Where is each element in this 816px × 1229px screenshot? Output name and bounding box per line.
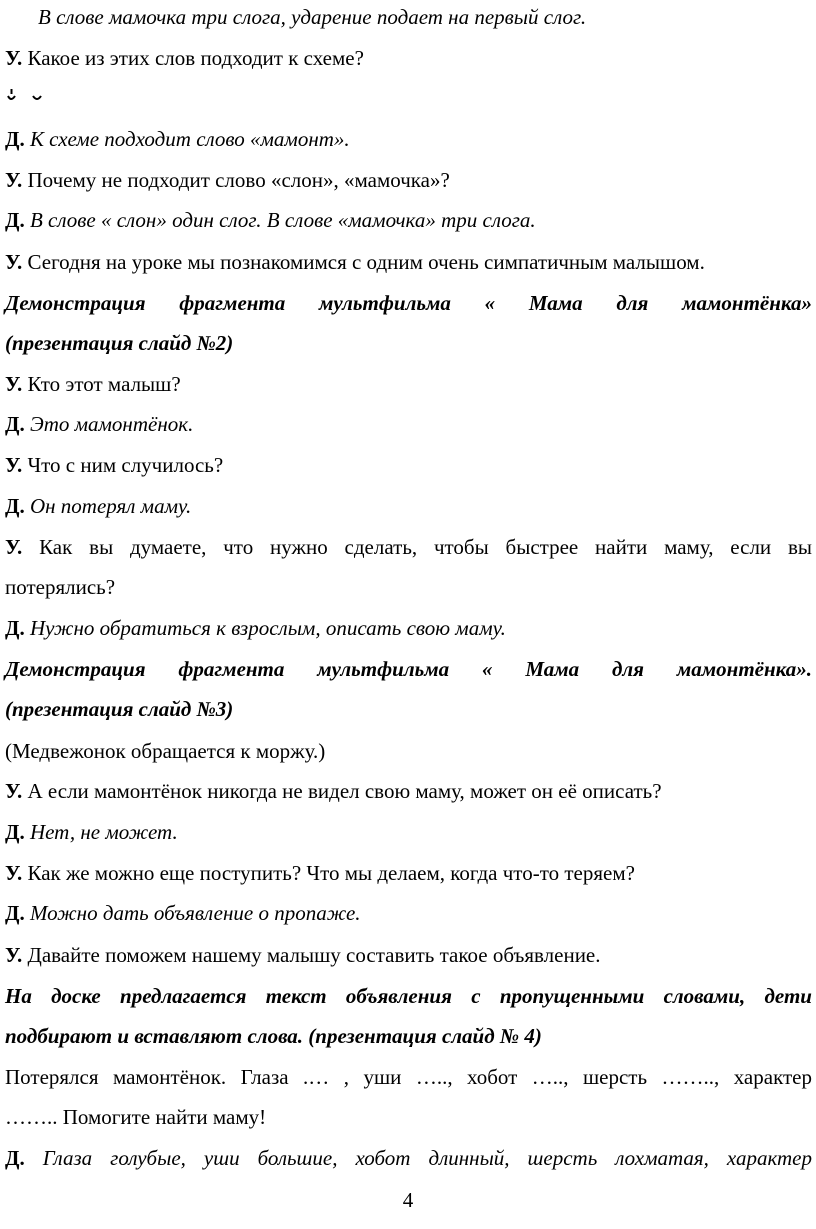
- teacher-line: [5, 370, 812, 398]
- line-text: Нет, не может.: [29, 820, 178, 844]
- stage-direction: [5, 695, 812, 723]
- speaker-label: Д.: [5, 494, 25, 518]
- stage-direction: [5, 982, 812, 1010]
- stage-direction: [5, 1022, 812, 1050]
- line-text: Как вы думаете, что нужно сделать, чтобы быстрее найти маму, если вы: [39, 535, 813, 559]
- line-text: потерялись?: [5, 575, 116, 599]
- line-text: (презентация слайд №3): [5, 697, 234, 721]
- line-text: Как же можно еще поступить? Что мы делаем, когда что-то теряем?: [27, 861, 635, 885]
- narration-line: [5, 737, 812, 765]
- line-text: Почему не подходит слово «слон», «мамочка»?: [27, 168, 450, 192]
- teacher-line: [5, 248, 812, 276]
- teacher-line: [5, 533, 812, 561]
- speaker-label: У.: [5, 453, 23, 477]
- line-text: Можно дать объявление о пропаже.: [29, 901, 361, 925]
- line-text: Глаза голубые, уши большие, хобот длинный, шерсть лохматая, характер: [42, 1146, 813, 1170]
- teacher-line: [5, 859, 812, 887]
- speaker-label: У.: [5, 250, 23, 274]
- teacher-line: [5, 941, 812, 969]
- line-text: Демонстрация фрагмента мультфильма « Мама для мамонтёнка»: [5, 291, 812, 315]
- speaker-label: У.: [5, 372, 23, 396]
- line-text: В слове « слон» один слог. В слове «мамочка» три слога.: [29, 208, 536, 232]
- teacher-line: [5, 451, 812, 479]
- stage-direction: [5, 655, 812, 683]
- speaker-label: Д.: [5, 901, 25, 925]
- stage-direction: [5, 329, 812, 357]
- announcement-text: [5, 1063, 812, 1091]
- line-text: Давайте поможем нашему малышу составить такое объявление.: [27, 943, 601, 967]
- stress-scheme-icon: [5, 88, 45, 108]
- teacher-line-continuation: [5, 573, 812, 601]
- line-text: Потерялся мамонтёнок. Глаза .… , уши ….., хобот ….., шерсть …….., характер: [5, 1065, 812, 1089]
- line-text: Это мамонтёнок.: [29, 412, 194, 436]
- student-line: [5, 125, 812, 153]
- line-text: Он потерял маму.: [29, 494, 192, 518]
- line-text: В слове мамочка три слога, ударение подает на первый слог.: [38, 5, 587, 29]
- line-text: Демонстрация фрагмента мультфильма « Мама для мамонтёнка».: [5, 657, 812, 681]
- intro-line: [38, 3, 812, 31]
- line-text: Какое из этих слов подходит к схеме?: [27, 46, 364, 70]
- speaker-label: У.: [5, 861, 23, 885]
- line-text: Кто этот малыш?: [27, 372, 181, 396]
- line-text: На доске предлагается текст объявления с пропущенными словами, дети: [5, 984, 812, 1008]
- speaker-label: У.: [5, 46, 23, 70]
- speaker-label: Д.: [5, 820, 25, 844]
- teacher-line: [5, 44, 812, 72]
- line-text: Нужно обратиться к взрослым, описать свою маму.: [29, 616, 506, 640]
- speaker-label: У.: [5, 535, 23, 559]
- speaker-label: Д.: [5, 616, 25, 640]
- student-line: [5, 1144, 812, 1172]
- speaker-label: У.: [5, 943, 23, 967]
- speaker-label: Д.: [5, 1146, 25, 1170]
- student-line: [5, 614, 812, 642]
- student-line: [5, 492, 812, 520]
- line-text: А если мамонтёнок никогда не видел свою маму, может он её описать?: [27, 779, 662, 803]
- student-line: [5, 410, 812, 438]
- announcement-text: [5, 1103, 812, 1131]
- speaker-label: У.: [5, 779, 23, 803]
- line-text: К схеме подходит слово «мамонт».: [29, 127, 350, 151]
- stage-direction: [5, 289, 812, 317]
- line-text: Сегодня на уроке мы познакомимся с одним очень симпатичным малышом.: [27, 250, 705, 274]
- speaker-label: Д.: [5, 127, 25, 151]
- student-line: [5, 206, 812, 234]
- speaker-label: Д.: [5, 208, 25, 232]
- speaker-label: Д.: [5, 412, 25, 436]
- line-text: (презентация слайд №2): [5, 331, 234, 355]
- teacher-line: [5, 777, 812, 805]
- teacher-line: [5, 166, 812, 194]
- student-line: [5, 899, 812, 927]
- line-text: подбирают и вставляют слова. (презентация слайд № 4): [5, 1024, 542, 1048]
- line-text: …….. Помогите найти маму!: [5, 1105, 267, 1129]
- page-number: 4: [402, 1188, 414, 1212]
- line-text: Что с ним случилось?: [27, 453, 224, 477]
- speaker-label: У.: [5, 168, 23, 192]
- student-line: [5, 818, 812, 846]
- line-text: (Медвежонок обращается к моржу.): [5, 739, 326, 763]
